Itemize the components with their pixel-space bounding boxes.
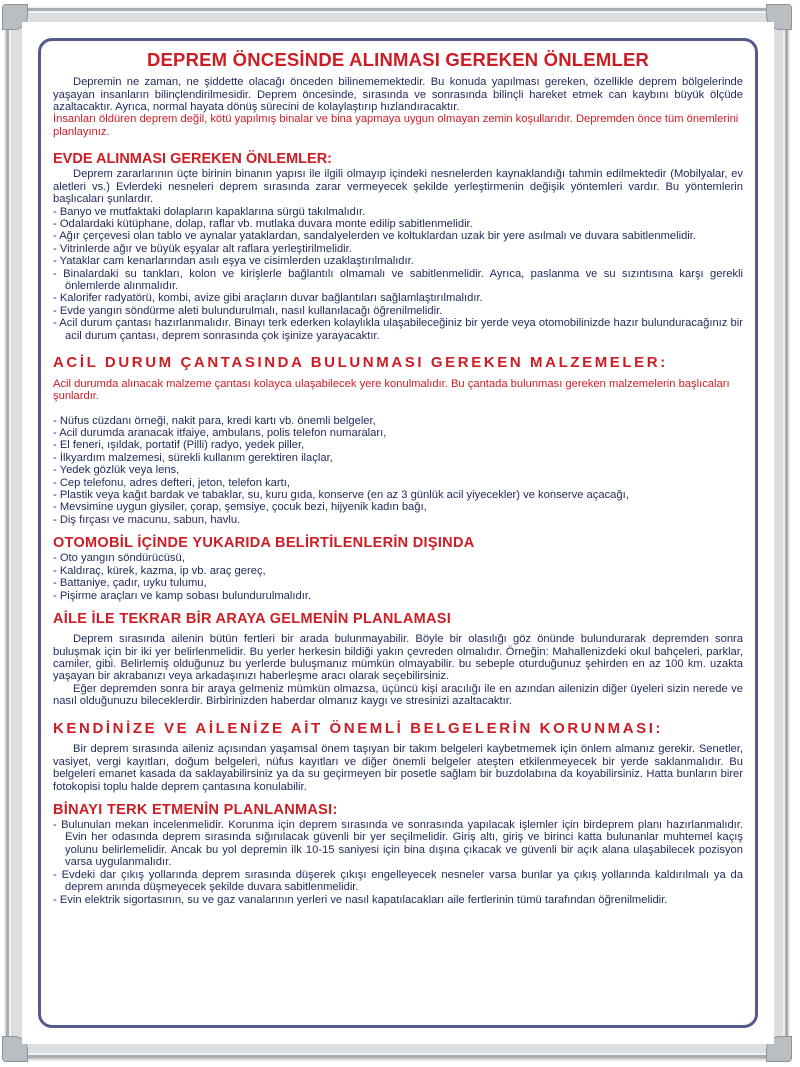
section-intro-evde: Deprem zararlarının üçte birinin binanın yapısı ile ilgili olmayıp içindeki nesnelerden kaynaklandığı tahmin edilmektedir (Mobilyalar, ev aletleri vs.) Evlerdeki nesneleri deprem sırasında zarar vermeyecek şekilde yerleştirmenin değişik yöntemleri vardır. Bu yöntemlerin başlıcaları şunlardır. bbox=[53, 168, 743, 206]
aile-paragraph-2: Eğer depremden sonra bir araya gelmeniz mümkün olmazsa, üçüncü kişi aracılığı ile en azından ailenizin diğer üyeleri sizin nerede ve nasıl olduğunuzu bileceklerdir. Birbirinizden haberdar olmanız kaygı ve stresinizi azaltacaktır. bbox=[53, 682, 743, 708]
section-heading-canta: ACİL DURUM ÇANTASINDA BULUNMASI GEREKEN MALZEMELER: bbox=[53, 354, 668, 372]
poster-title: DEPREM ÖNCESİNDE ALINMASI GEREKEN ÖNLEMLER bbox=[146, 49, 650, 70]
section-heading-evde: EVDE ALINMASI GEREKEN ÖNLEMLER: bbox=[53, 151, 333, 168]
list-item: - Nüfus cüzdanı örneği, nakit para, kredi kartı vb. önemli belgeler, bbox=[53, 415, 743, 427]
canta-list bbox=[53, 415, 743, 527]
list-item: - El feneri, ışıldak, portatif (Pilli) radyo, yedek piller, bbox=[53, 439, 743, 451]
list-item: - Kaldıraç, kürek, kazma, ip vb. araç gereç, bbox=[53, 565, 743, 577]
list-item: - Pişirme araçları ve kamp sobası bulundurulmalıdır. bbox=[53, 590, 743, 602]
section-heading-belgeler: KENDİNİZE VE AİLENİZE AİT ÖNEMLİ BELGELERİN KORUNMASI: bbox=[53, 719, 664, 737]
list-item: - Banyo ve mutfaktaki dolapların kapaklarına sürgü takılmalıdır. bbox=[53, 206, 743, 218]
section-heading-aile: AİLE İLE TEKRAR BİR ARAYA GELMENİN PLANLAMASI bbox=[53, 611, 452, 627]
belgeler-paragraph: Bir deprem sırasında aileniz açısından yaşamsal önem taşıyan bir takım belgeleri kaybetmemek için önlem almanız gerekir. Senetler, vasiyet, vergi kayıtları, doğum belgeleri, nüfus kayıtları ve diğer önemli belgeler ateşten etkilenmeyecek bir yerde saklanmalıdır. Bu belgeleri emanet kasada da saklayabilirsiniz ya da su geçirmeyen bir posetle sağlam bir buzdolabına da koyabilirsiniz. Hatta bunların birer fotokopisi toplu halde deprem çantasına konulabilir. bbox=[53, 743, 743, 793]
list-item: - Evdeki dar çıkış yollarında deprem sırasında düşerek çıkışı engelleyecek nesneler varsa bunlar ya çıkış yollarında kaldırılmalı ya da deprem anında düşmeyecek şekilde duvara sabitlenmelidir. bbox=[53, 869, 743, 894]
list-item: - Evde yangın söndürme aleti bulundurulmalı, nasıl kullanılacağı öğrenilmelidir. bbox=[53, 305, 743, 317]
list-item: - Acil durum çantası hazırlanmalıdır. Binayı terk ederken kolaylıkla ulaşabileceğiniz bir yerde veya otomobilinizde hazır bulunduracağınız bir acil durum çantası, deprem sonrasında çok işinize yarayacaktır. bbox=[53, 317, 743, 342]
list-item: - Oto yangın söndürücüsü, bbox=[53, 552, 743, 564]
list-item: - Ağır çerçevesi olan tablo ve aynalar yataklardan, sandalyelerden ve koltuklardan uzak bir yere asılmalı ve duvara sabitlenmelidir. bbox=[53, 230, 743, 242]
aile-paragraph-1: Deprem sırasında ailenin bütün fertleri bir arada bulunmayabilir. Böyle bir olasılığı göz önünde bulundurarak depremden sonra buluşmak için bir iki yer belirlenmelidir. Bu yerler herkesin bildiği yakın çevreden olmalıdır. Örneğin: Mahallenizdeki okul bahçeleri, parklar, camiler, gibi. Belirlemiş olduğunuz bu yerlerde buluşmanız mümkün olmayabilir. bu sebeple oturduğunuz şehirden en az 100 km. uzakta yaşayan bir akrabanızı veya arkadaşınızı haberleşme aracı olarak seçebilirsiniz. bbox=[53, 633, 743, 683]
list-item: - Kalorifer radyatörü, kombi, avize gibi araçların duvar bağlantıları sağlamlaştırılmalıdır. bbox=[53, 292, 743, 304]
list-item: - Odalardaki kütüphane, dolap, raflar vb. mutlaka duvara monte edilip sabitlenmelidir. bbox=[53, 218, 743, 230]
list-item: - Yedek gözlük veya lens, bbox=[53, 464, 743, 476]
list-item: - Vitrinlerde ağır ve büyük eşyalar alt raflara yerleştirilmelidir. bbox=[53, 243, 743, 255]
terk-list bbox=[53, 819, 743, 906]
otomobil-list bbox=[53, 552, 743, 602]
list-item: - Evin elektrik sigortasının, su ve gaz vanalarının yerleri ve nasıl kapatılacakları aile fertlerinin tümü tarafından öğrenilmelidir. bbox=[53, 894, 743, 906]
poster-board bbox=[22, 22, 774, 1044]
list-item: - Plastik veya kağıt bardak ve tabaklar, su, kuru gıda, konserve (en az 3 günlük acil yiyecekler) ve konserve açacağı, bbox=[53, 489, 743, 501]
list-item: - Binalardaki su tankları, kolon ve kirişlerle bağlantılı olmamalı ve sabitlenmelidir. Ayrıca, paslanma ve su sızıntısına karşı gerekli önlemlerde alınmalıdır. bbox=[53, 268, 743, 293]
list-item: - Mevsimine uygun giysiler, çorap, şemsiye, çocuk bezi, hijyenik kadın bağı, bbox=[53, 501, 743, 513]
list-item: - Diş fırçası ve macunu, sabun, havlu. bbox=[53, 514, 743, 526]
intro-warning: İnsanları öldüren deprem değil, kötü yapılmış binalar ve bina yapmaya uygun olmayan zemin koşullarıdır. Depremden önce tüm önemlerini planlayınız. bbox=[53, 113, 739, 138]
section-intro-canta: Acil durumda alınacak malzeme çantası kolayca ulaşabilecek yere konulmalıdır. Bu çantada bulunması gereken malzemelerin başlıcaları şunlardır. bbox=[53, 377, 730, 403]
list-item: - Yataklar cam kenarlarından asılı eşya ve cisimlerden uzaklaştırılmalıdır. bbox=[53, 255, 743, 267]
list-item: - Acil durumda aranacak itfaiye, ambulans, polis telefon numaraları, bbox=[53, 427, 743, 439]
list-item: - Bulunulan mekan incelenmelidir. Korunma için deprem sırasında ve sonrasında yapılacak işlemler için birdeprem planı hazırlanmalıdır. Evin her odasında deprem sırasında sığınılacak güvenli bir yer seçilmelidir. Giriş altı, giriş ve birinci katta bulunanlar muhtemel kaçış yolunu belirlemelidir. Ancak bu yol depremin ilk 10-15 saniyesi için bina dışına çıkacak ve güvenli bir açık alana ulaşabilecek pozisyon varsa uygulanmalıdır. bbox=[53, 819, 743, 869]
evde-list bbox=[53, 206, 743, 342]
list-item: - Battaniye, çadır, uyku tulumu, bbox=[53, 577, 743, 589]
list-item: - Cep telefonu, adres defteri, jeton, telefon kartı, bbox=[53, 477, 743, 489]
intro-text: Depremin ne zaman, ne şiddette olacağı önceden bilinememektedir. Bu konuda yapılması gereken, özellikle deprem bölgelerinde yaşayan insanların bilinçlendirilmesidir. Deprem öncesinde, sırasında ve sonrasında bilinçli hareket etmek can kaybını büyük ölçüde azaltacaktır. Ayrıca, normal hayata dönüş sürecini de kolaylaştırıp hızlandıracaktır. bbox=[53, 76, 743, 113]
section-heading-terk: BİNAYI TERK ETMENİN PLANLANMASI: bbox=[53, 801, 338, 818]
content-panel bbox=[38, 38, 758, 1028]
section-heading-otomobil: OTOMOBİL İÇİNDE YUKARIDA BELİRTİLENLERİN DIŞINDA bbox=[53, 535, 475, 552]
list-item: - İlkyardım malzemesi, sürekli kullanım gerektiren ilaçlar, bbox=[53, 452, 743, 464]
